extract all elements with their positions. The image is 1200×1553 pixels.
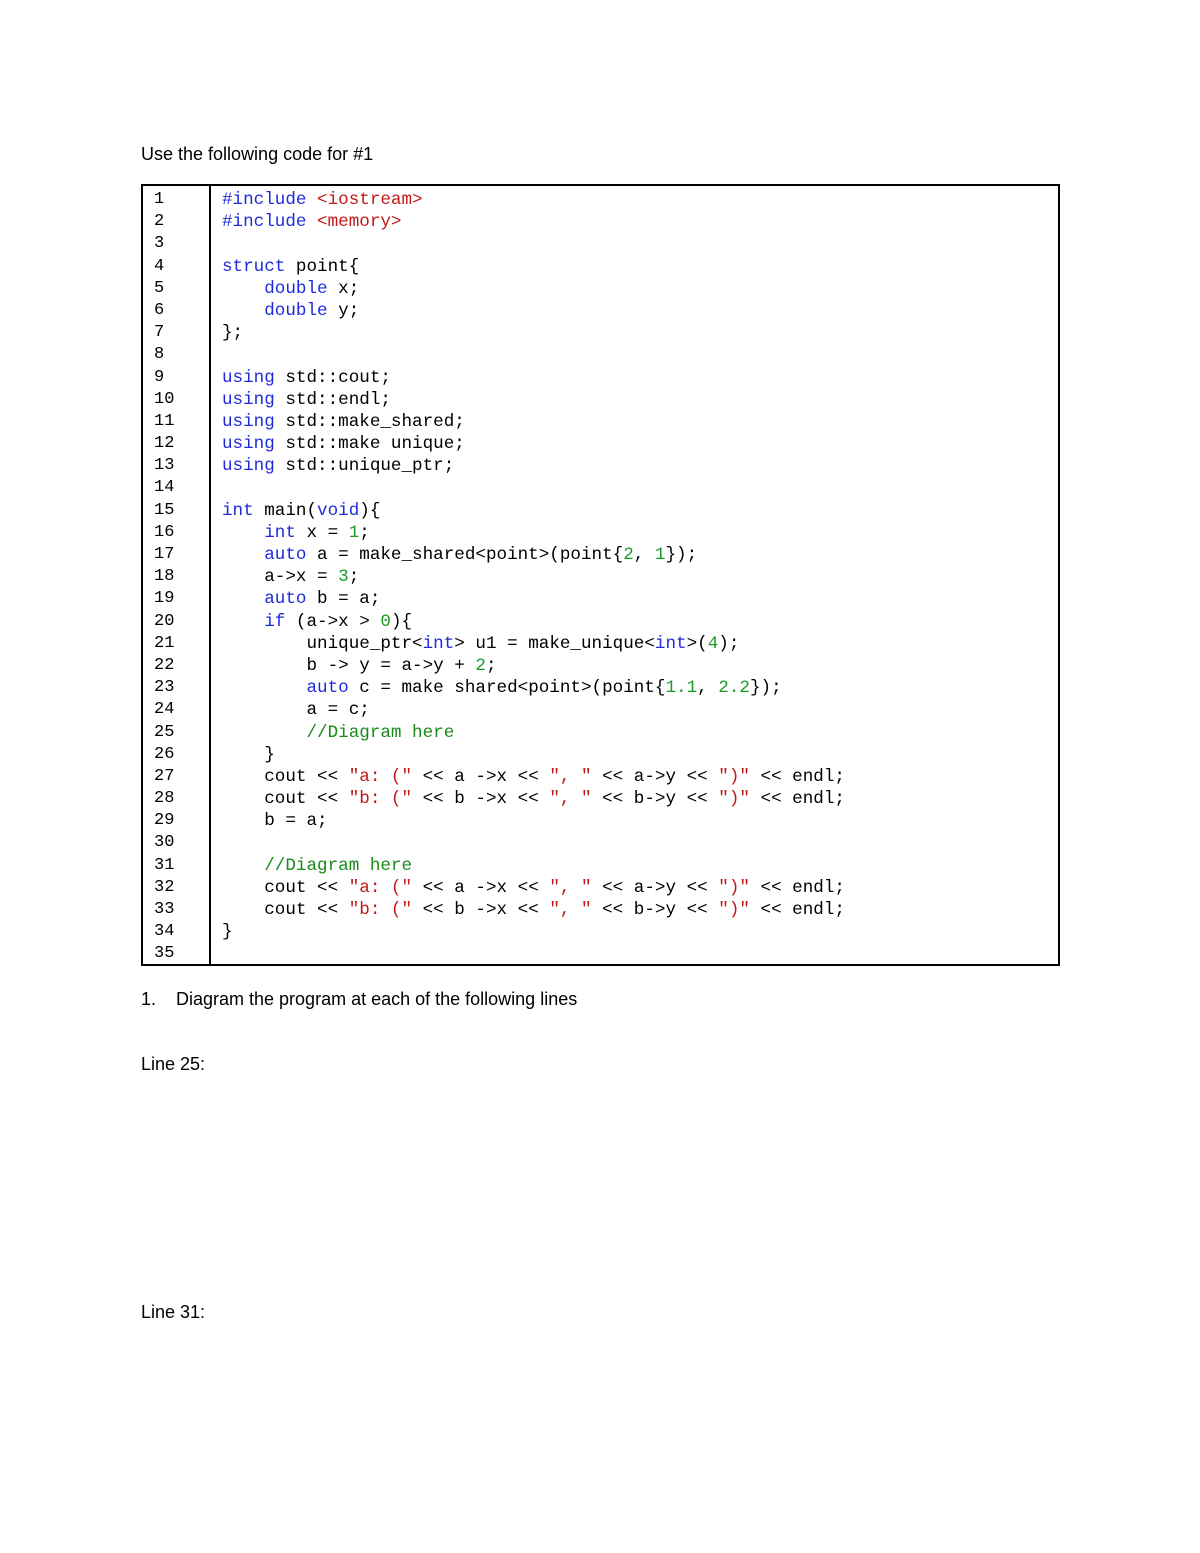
code-line bbox=[222, 921, 1058, 943]
line-number: 2 bbox=[154, 212, 165, 232]
code-line bbox=[222, 300, 1058, 322]
code-token: "b: (" bbox=[348, 900, 413, 920]
code-token: 2 bbox=[475, 655, 486, 676]
code-token: } bbox=[222, 744, 275, 765]
line-number: 18 bbox=[154, 567, 175, 587]
code-token: 1.1 bbox=[665, 678, 698, 699]
code-line bbox=[222, 389, 1058, 411]
code-token: a = make_shared<point>(point{ bbox=[306, 545, 624, 565]
code-token: using bbox=[222, 434, 275, 455]
code-token: <memory> bbox=[317, 212, 402, 233]
line-number: 22 bbox=[154, 655, 175, 675]
code-token: << b ->x << bbox=[412, 789, 550, 810]
line-number: 28 bbox=[154, 789, 175, 809]
code-token: << a ->x << bbox=[412, 877, 550, 898]
code-token: x = bbox=[295, 522, 349, 543]
code-token: ", " bbox=[549, 900, 592, 920]
code-token: #include bbox=[222, 212, 318, 233]
code-token: } bbox=[222, 922, 233, 943]
code-token: << endl; bbox=[749, 766, 845, 787]
line-number: 34 bbox=[154, 922, 175, 942]
code-token: //Diagram here bbox=[306, 722, 455, 743]
code-token: ); bbox=[718, 633, 740, 654]
code-token: "a: (" bbox=[348, 766, 413, 787]
line-number: 32 bbox=[154, 877, 175, 897]
line-number: 12 bbox=[154, 434, 175, 454]
code-token: ; bbox=[348, 567, 360, 588]
line-number: 15 bbox=[154, 500, 175, 520]
line-number: 11 bbox=[154, 411, 175, 431]
code-token: std::make_shared; bbox=[274, 411, 465, 432]
code-token: cout << bbox=[222, 766, 349, 787]
code-column bbox=[211, 186, 1058, 964]
code-token: int bbox=[264, 522, 296, 543]
code-token: std::endl; bbox=[274, 389, 391, 410]
code-token: cout << bbox=[222, 789, 349, 810]
line-number: 16 bbox=[154, 522, 175, 542]
code-token: ")" bbox=[718, 789, 750, 810]
code-token: (a->x > bbox=[285, 611, 381, 632]
line-number: 35 bbox=[154, 944, 175, 964]
code-token: main( bbox=[253, 500, 318, 521]
line-number: 17 bbox=[154, 545, 175, 564]
code-token: 3 bbox=[338, 567, 349, 588]
code-token: if bbox=[264, 611, 286, 632]
code-line bbox=[222, 588, 1058, 610]
question-item bbox=[141, 988, 577, 1010]
code-token: << b->y << bbox=[591, 789, 719, 810]
code-line bbox=[222, 344, 1058, 366]
line-number: 6 bbox=[154, 300, 165, 320]
code-line bbox=[222, 544, 1058, 566]
code-token: ", " bbox=[549, 766, 592, 787]
line-number: 20 bbox=[154, 611, 175, 631]
code-token: ")" bbox=[718, 900, 750, 920]
line-number: 25 bbox=[154, 722, 175, 742]
line-number: 14 bbox=[154, 478, 175, 498]
code-token: using bbox=[222, 367, 275, 388]
line-number: 9 bbox=[154, 367, 165, 387]
code-token: }); bbox=[665, 545, 698, 565]
code-token: 2 bbox=[623, 545, 634, 565]
line-number: 3 bbox=[154, 234, 165, 254]
line-number: 30 bbox=[154, 833, 175, 853]
line-number: 5 bbox=[154, 278, 165, 298]
line-25-label: Line 25: bbox=[141, 1054, 206, 1074]
line-number: 10 bbox=[154, 389, 175, 409]
code-line bbox=[222, 433, 1058, 455]
code-token bbox=[222, 723, 306, 743]
code-token: << a ->x << bbox=[412, 766, 550, 787]
code-line bbox=[222, 522, 1058, 544]
code-token: "b: (" bbox=[348, 789, 413, 810]
code-token: ")" bbox=[718, 766, 750, 787]
line-number: 1 bbox=[154, 190, 165, 209]
code-line bbox=[222, 367, 1058, 389]
code-token: , bbox=[633, 545, 655, 565]
code-token bbox=[222, 523, 264, 543]
code-token: std::make unique; bbox=[274, 434, 465, 455]
line-number: 27 bbox=[154, 766, 175, 786]
code-token: ){ bbox=[390, 611, 413, 632]
line-number: 13 bbox=[154, 456, 175, 476]
code-token: auto bbox=[264, 589, 307, 610]
question-text: Diagram the program at each of the following lines bbox=[176, 989, 578, 1009]
code-line bbox=[222, 788, 1058, 810]
line-number-column bbox=[143, 186, 211, 964]
code-line bbox=[222, 500, 1058, 522]
code-token: double bbox=[264, 278, 328, 299]
code-token: }; bbox=[222, 323, 244, 344]
line-number: 29 bbox=[154, 811, 175, 831]
code-line bbox=[222, 877, 1058, 899]
code-token: auto bbox=[306, 678, 349, 699]
code-token: a->x = bbox=[222, 567, 339, 588]
line-number: 7 bbox=[154, 323, 165, 343]
line-number: 19 bbox=[154, 589, 175, 609]
code-token: 2.2 bbox=[718, 678, 750, 699]
code-token: x; bbox=[327, 278, 360, 299]
code-token: << b ->x << bbox=[412, 900, 550, 920]
code-token: << endl; bbox=[749, 789, 845, 810]
code-token: <iostream> bbox=[317, 190, 423, 210]
code-token: cout << bbox=[222, 877, 349, 898]
code-line bbox=[222, 611, 1058, 633]
code-token: , bbox=[697, 678, 719, 699]
line-number: 23 bbox=[154, 678, 175, 698]
code-line bbox=[222, 810, 1058, 832]
code-token: void bbox=[317, 500, 360, 521]
code-token: >( bbox=[686, 633, 708, 654]
code-token: int bbox=[422, 633, 455, 654]
code-token: point{ bbox=[285, 256, 360, 277]
code-token: using bbox=[222, 389, 275, 410]
code-line bbox=[222, 633, 1058, 655]
line-number: 21 bbox=[154, 633, 175, 653]
code-line bbox=[222, 189, 1058, 211]
code-line bbox=[222, 477, 1058, 499]
code-token: << b->y << bbox=[591, 900, 719, 920]
code-token bbox=[222, 545, 264, 565]
code-line bbox=[222, 855, 1058, 877]
code-table bbox=[141, 184, 1060, 966]
code-token: << a->y << bbox=[591, 877, 719, 898]
code-line bbox=[222, 899, 1058, 921]
code-token bbox=[222, 589, 264, 609]
code-token: ; bbox=[485, 655, 497, 676]
code-token: << endl; bbox=[749, 900, 845, 920]
code-token: 0 bbox=[380, 611, 391, 632]
code-line bbox=[222, 322, 1058, 344]
code-token: "a: (" bbox=[348, 877, 413, 898]
code-token: b = a; bbox=[222, 811, 328, 832]
code-token: int bbox=[222, 500, 254, 521]
code-line bbox=[222, 256, 1058, 278]
code-token: int bbox=[654, 633, 687, 654]
line-number: 33 bbox=[154, 900, 175, 919]
code-line bbox=[222, 278, 1058, 300]
code-line bbox=[222, 699, 1058, 721]
code-token: << a->y << bbox=[591, 766, 719, 787]
code-line bbox=[222, 832, 1058, 854]
code-token bbox=[222, 301, 264, 321]
line-number: 24 bbox=[154, 700, 175, 720]
code-line bbox=[222, 211, 1058, 233]
code-token: cout << bbox=[222, 900, 349, 920]
code-token: > u1 = make_unique< bbox=[454, 633, 655, 654]
code-token: auto bbox=[264, 545, 307, 565]
code-token: unique_ptr< bbox=[222, 633, 423, 654]
code-line bbox=[222, 233, 1058, 255]
code-token: std::unique_ptr; bbox=[274, 456, 455, 477]
code-token: #include bbox=[222, 190, 318, 210]
code-line bbox=[222, 566, 1058, 588]
code-token: b = a; bbox=[306, 589, 381, 610]
code-token: ")" bbox=[718, 877, 750, 898]
code-token: struct bbox=[222, 256, 286, 277]
code-token: ; bbox=[359, 522, 370, 543]
code-token: << endl; bbox=[749, 877, 845, 898]
code-token: b -> y = a->y + bbox=[222, 655, 476, 676]
code-token bbox=[222, 856, 264, 876]
line-number: 8 bbox=[154, 345, 165, 365]
code-token: ", " bbox=[549, 789, 592, 810]
code-token: using bbox=[222, 411, 275, 432]
code-token: 4 bbox=[707, 633, 719, 654]
intro-text: Use the following code for #1 bbox=[141, 144, 374, 164]
code-token: a = c; bbox=[222, 700, 370, 721]
code-token: 1 bbox=[654, 545, 666, 565]
code-line bbox=[222, 766, 1058, 788]
code-line bbox=[222, 411, 1058, 433]
code-line bbox=[222, 677, 1058, 699]
code-line bbox=[222, 455, 1058, 477]
code-token: double bbox=[264, 300, 328, 321]
line-number: 4 bbox=[154, 256, 165, 276]
code-line bbox=[222, 744, 1058, 766]
code-token: std::cout; bbox=[274, 367, 391, 388]
code-token: y; bbox=[327, 300, 360, 321]
code-line bbox=[222, 722, 1058, 744]
code-token bbox=[222, 678, 306, 698]
code-line bbox=[222, 943, 1058, 964]
code-token: using bbox=[222, 456, 275, 477]
question-number: 1. bbox=[141, 989, 157, 1009]
code-token: ", " bbox=[549, 877, 592, 898]
code-token: ){ bbox=[359, 500, 381, 521]
code-token bbox=[222, 612, 264, 632]
code-line bbox=[222, 655, 1058, 677]
line-number: 26 bbox=[154, 744, 175, 764]
code-token: //Diagram here bbox=[264, 855, 413, 876]
line-31-label: Line 31: bbox=[141, 1302, 206, 1322]
code-token bbox=[222, 279, 264, 299]
code-token: 1 bbox=[348, 522, 360, 543]
line-number: 31 bbox=[154, 855, 175, 875]
code-token: }); bbox=[749, 678, 782, 699]
code-token: c = make shared<point>(point{ bbox=[348, 678, 666, 699]
